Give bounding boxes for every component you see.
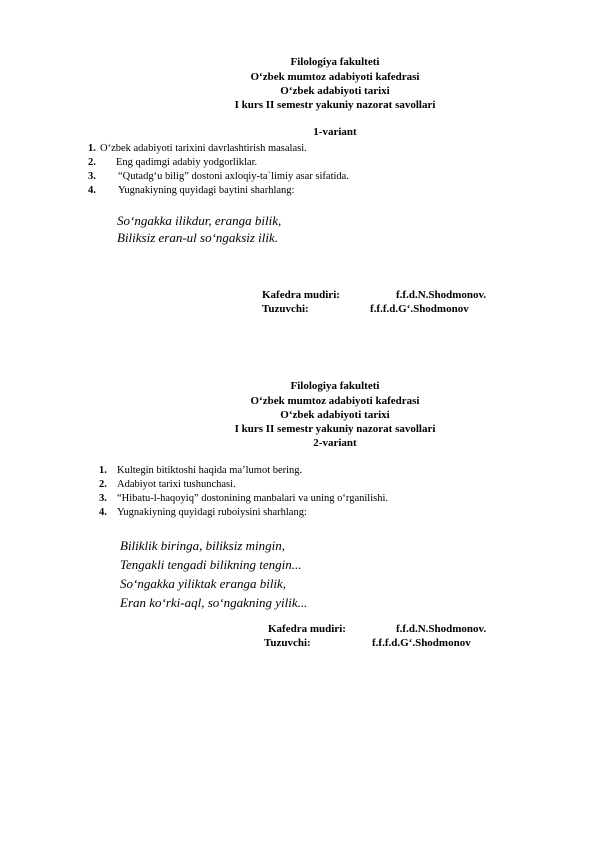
exam-title: I kurs II semestr yakuniy nazorat savollari	[234, 423, 436, 435]
poem-line: Biliksiz eran-ul so‘ngaksiz ilik.	[117, 230, 279, 245]
variant-label: 2-variant	[313, 437, 357, 449]
question-item: 1. O‘zbek adabiyoti tarixini davrlashtirish masalasi.	[88, 143, 307, 154]
poem-line: Biliklik biringa, biliksiz mingin,	[120, 538, 286, 553]
author-label: Tuzuvchi:	[262, 303, 309, 315]
poem-line: So‘ngakka yiliktak eranga bilik,	[120, 576, 287, 591]
department-head-name: f.f.d.N.Shodmonov.	[396, 623, 487, 635]
subject-title: O‘zbek adabiyoti tarixi	[280, 85, 390, 97]
question-item: 1. Kultegin bitiktoshi haqida ma’lumot bering.	[99, 465, 303, 476]
poem-line: Tengakli tengadi bilikning tengin...	[120, 557, 302, 572]
faculty-title: Filologiya fakulteti	[290, 380, 380, 392]
question-item: 4. Yugnakiyning quyidagi baytini sharhlang:	[88, 185, 295, 196]
department-head-label: Kafedra mudiri:	[262, 289, 340, 301]
question-item: 3. “Qutadg‘u bilig” dostoni axloqiy-ta`limiy asar sifatida.	[88, 171, 349, 182]
department-title: O‘zbek mumtoz adabiyoti kafedrasi	[250, 395, 420, 407]
author-name: f.f.f.d.G‘.Shodmonov	[370, 303, 469, 315]
department-head-name: f.f.d.N.Shodmonov.	[396, 289, 487, 301]
subject-title: O‘zbek adabiyoti tarixi	[280, 409, 390, 421]
faculty-title: Filologiya fakulteti	[290, 56, 380, 68]
poem-line: So‘ngakka ilikdur, eranga bilik,	[117, 213, 282, 228]
department-head-label: Kafedra mudiri:	[268, 623, 346, 635]
author-name: f.f.f.d.G‘.Shodmonov	[372, 637, 471, 649]
question-item: 2. Eng qadimgi adabiy yodgorliklar.	[88, 157, 258, 168]
department-title: O‘zbek mumtoz adabiyoti kafedrasi	[250, 71, 420, 83]
variant-label: 1-variant	[313, 126, 357, 138]
exam-title: I kurs II semestr yakuniy nazorat savollari	[234, 99, 436, 111]
poem-line: Eran ko‘rki-aql, so‘ngakning yilik...	[120, 595, 308, 610]
author-label: Tuzuvchi:	[264, 637, 311, 649]
question-item: 2. Adabiyot tarixi tushunchasi.	[99, 479, 236, 490]
question-item: 4. Yugnakiyning quyidagi ruboiysini sharhlang:	[99, 507, 307, 518]
question-item: 3. “Hibatu-l-haqoyiq” dostonining manbalari va uning o‘rganilishi.	[99, 493, 389, 504]
